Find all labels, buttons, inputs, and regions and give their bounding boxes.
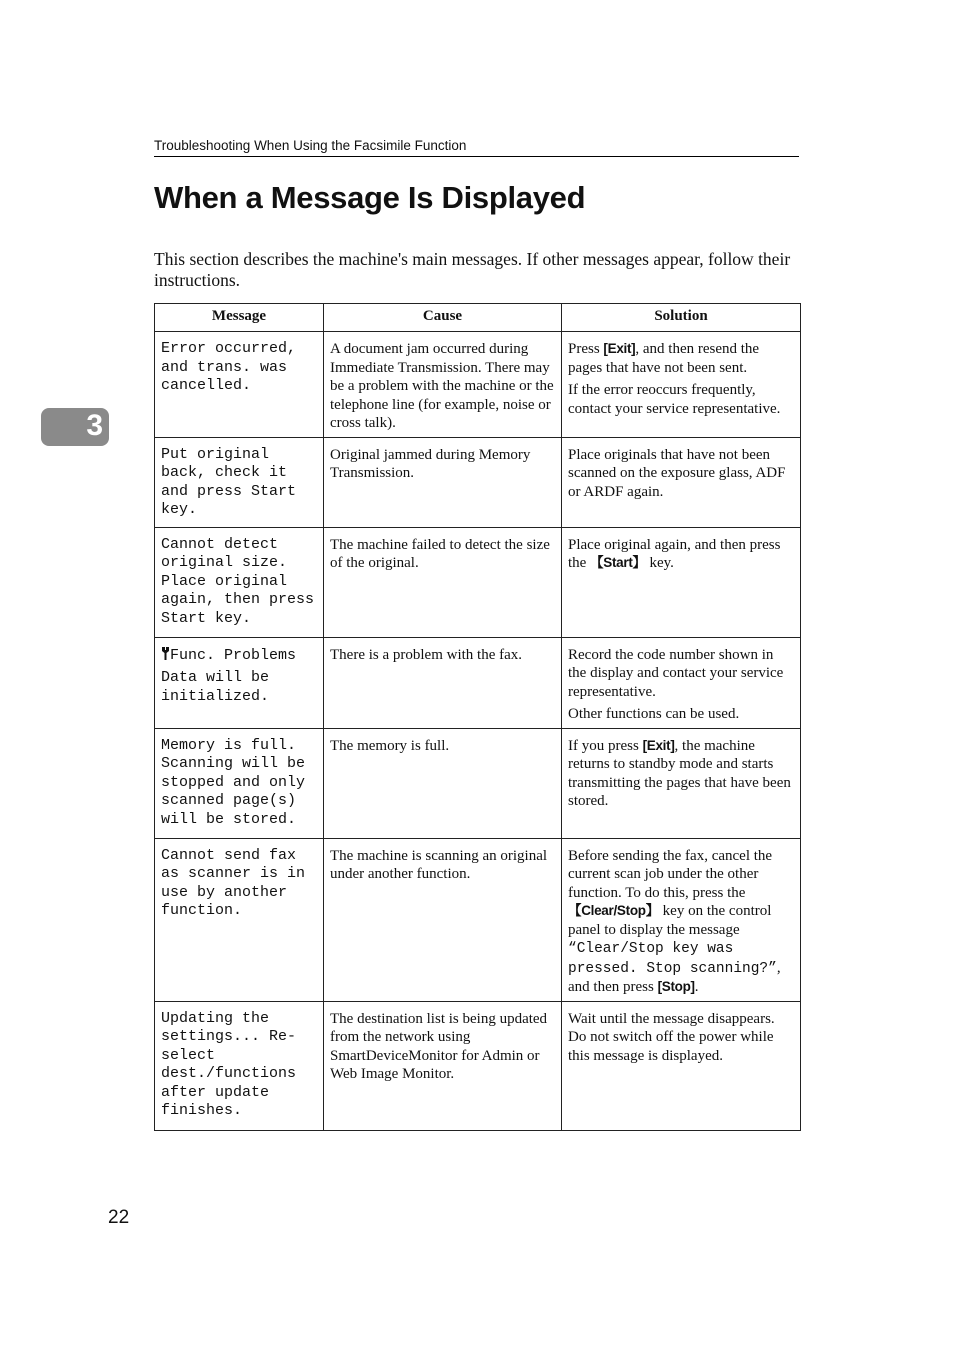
exit-key-label: [Exit] [642,737,675,753]
cause-cell: Original jammed during Memory Transmission. [324,437,562,527]
solution-cell: Place originals that have not been scanned on the exposure glass, ADF or ARDF again. [562,437,801,527]
table-row [155,838,801,1001]
cause-cell: The memory is full. [324,728,562,838]
solution-text: , and then press [568,959,781,995]
cause-cell: A document jam occurred during Immediate Transmission. There may be a problem with the machine or the telephone line (for example, noise or cross talk). [324,332,562,438]
solution-text: , and then resend the pages that have not been sent. [568,341,760,376]
solution-cell: Wait until the message disappears. Do not switch off the power while this message is displayed. [562,1001,801,1130]
page-number: 22 [108,1207,130,1228]
solution-text: , the machine returns to standby mode and starts transmitting the pages that have been stored. [568,737,791,809]
intro-paragraph: This section describes the machine's main messages. If other messages appear, follow their instructions. [154,249,791,290]
solution-paragraph: Record the code number shown in the display and contact your service representative. [568,646,784,700]
table-row [155,637,801,728]
table-row [155,437,801,527]
table-row [155,332,801,438]
message-cell: Updating the settings... Re-select dest./functions after update finishes. [155,1001,324,1130]
solution-text: Place original again, and then press the [568,536,781,571]
solution-text: Before sending the fax, cancel the current scan job under the other function. To do this, press the [568,847,773,901]
cause-cell: The destination list is being updated from the network using SmartDeviceMonitor for Admin or Web Image Monitor. [324,1001,562,1130]
header-message: Message [155,304,324,332]
chapter-number: 3 [86,409,103,442]
header-solution: Solution [562,304,801,332]
message-cell [155,637,324,728]
solution-paragraph: If the error reoccurs frequently, contact your service representative. [568,382,781,417]
message-cell: Put original back, check it and press Start key. [155,437,324,527]
message-cell: Cannot detect original size. Place original again, then press Start key. [155,527,324,637]
table-row [155,527,801,637]
solution-paragraph: Other functions can be used. [568,706,740,722]
table-header-row [155,304,801,332]
message-table [154,303,801,1131]
clear-stop-key-label: 【Clear/Stop】 [568,903,659,918]
solution-cell [562,527,801,637]
solution-paragraph [568,340,794,377]
solution-text: key. [645,555,674,571]
solution-text: If you press [568,737,643,754]
running-header: Troubleshooting When Using the Facsimile Function [154,138,799,157]
table-row [155,728,801,838]
page-title: When a Message Is Displayed [154,180,586,215]
solution-cell [562,332,801,438]
solution-text: . [694,979,699,995]
solution-cell [562,838,801,1001]
start-key-label: 【Start】 [590,555,646,570]
message-cell: Error occurred, and trans. was cancelled. [155,332,324,438]
exit-key-label: [Exit] [603,341,636,356]
cause-cell: The machine failed to detect the size of the original. [324,527,562,637]
header-cause: Cause [324,304,562,332]
solution-text: Press [568,341,604,357]
solution-cell [562,637,801,728]
cause-cell: The machine is scanning an original under another function. [324,838,562,1001]
display-message: “Clear/Stop key was pressed. Stop scanning?” [568,941,777,977]
solution-cell [562,728,801,838]
message-cell: Cannot send fax as scanner is in use by another function. [155,838,324,1001]
chapter-tab [41,408,109,446]
message-line: Data will be initialized. [161,669,270,705]
cause-cell: There is a problem with the fax. [324,637,562,728]
wrench-icon [161,646,170,661]
message-line: Func. Problems [170,646,297,664]
message-cell: Memory is full. Scanning will be stopped and only scanned page(s) will be stored. [155,728,324,838]
table-row [155,1001,801,1130]
solution-text: key on the control panel to display the message [568,903,772,938]
stop-key-label: [Stop] [657,979,695,994]
